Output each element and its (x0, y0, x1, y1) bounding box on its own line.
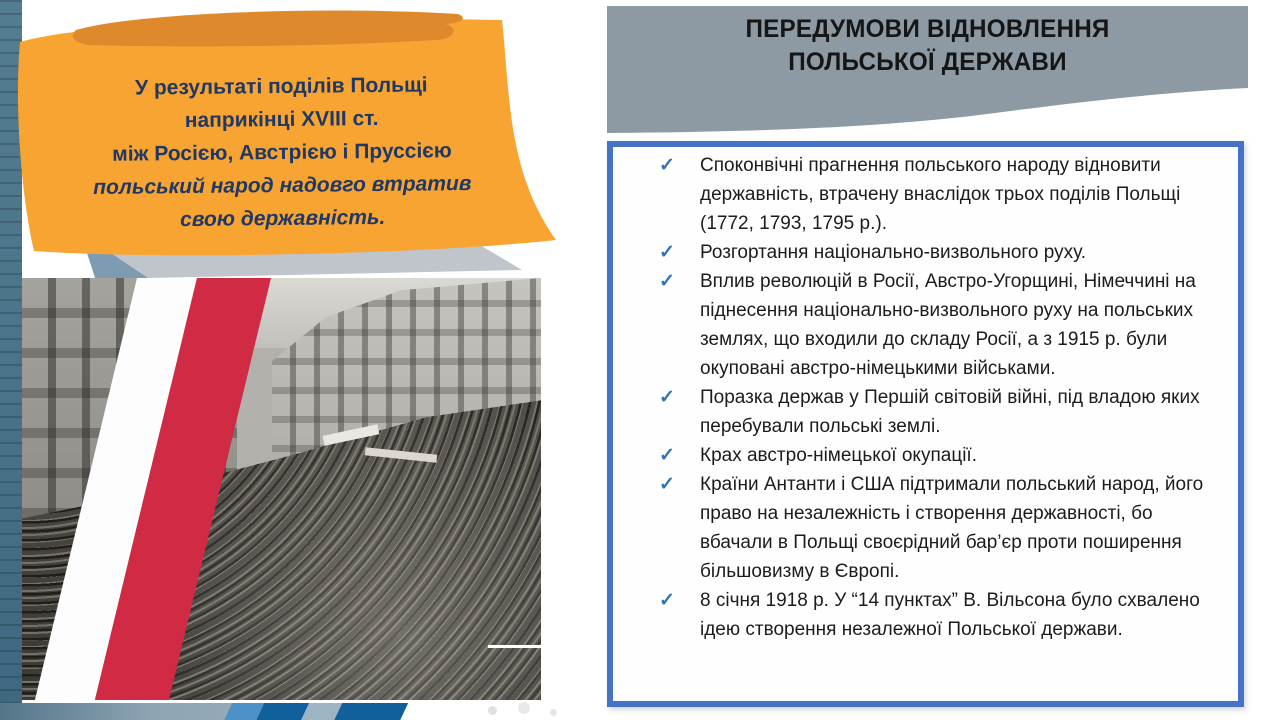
list-item (653, 586, 1222, 644)
list-item-text: Країни Антанти і США підтримали польський народ, його право на незалежність і створення державності, бо вбачали в Польщі своєрідний бар’єр проти поширення більшовизму в Європі. (700, 474, 1204, 582)
page-title (617, 13, 1239, 79)
list-item-text: Крах австро-німецької окупації. (700, 445, 977, 466)
check-icon: ✓ (659, 242, 675, 263)
decor-dot (488, 706, 497, 715)
band-stripe (331, 703, 410, 720)
note-line: між Росією, Австрією і Пруссією (112, 139, 452, 166)
note-line: свою державність. (179, 205, 386, 232)
bottom-accent-band (0, 703, 410, 720)
decor-dot (518, 702, 530, 714)
content-panel (607, 141, 1244, 707)
note-line: наприкінці XVIII ст. (184, 106, 379, 133)
note-line: У результаті поділів Польщі (134, 73, 428, 100)
list-item-text: Споконвічні прагнення польського народу відновити державність, втрачену внаслідок трьох поділів Польщі (1772, 1793, 1795 р.). (700, 155, 1181, 234)
list-item-text: 8 січня 1918 р. У “14 пунктах” В. Вільсона було схвалено ідею створення незалежної Польської держави. (700, 590, 1200, 640)
check-icon: ✓ (659, 271, 675, 292)
note-text-block (33, 67, 531, 237)
list-item (653, 151, 1222, 238)
decor-dot (550, 709, 557, 716)
band-base (0, 703, 252, 720)
note-tape-shape (73, 11, 463, 47)
list-item (653, 238, 1222, 267)
list-item-text: Вплив революцій в Росії, Австро-Угорщині, Німеччині на піднесення національно-визвольного руху на польських землях, що входили до складу Росії, а з 1915 р. були окуповані австро-німецькими військами. (700, 271, 1196, 379)
check-icon: ✓ (659, 155, 675, 176)
list-item (653, 267, 1222, 383)
list-item-text: Розгортання національно-визвольного руху. (700, 242, 1086, 263)
list-item-text: Поразка держав у Першій світовій війні, під владою яких перебували польські землі. (700, 387, 1200, 437)
historical-photo (22, 278, 541, 700)
check-icon: ✓ (659, 474, 675, 495)
note-line: польський народ надовго втратив (93, 172, 472, 199)
photo-scale-line (488, 645, 541, 648)
bullet-list (613, 147, 1238, 644)
page-title-line1: ПЕРЕДУМОВИ ВІДНОВЛЕННЯ (745, 15, 1110, 43)
list-item (653, 470, 1222, 586)
list-item (653, 441, 1222, 470)
check-icon: ✓ (659, 387, 675, 408)
check-icon: ✓ (659, 590, 675, 611)
list-item (653, 383, 1222, 441)
check-icon: ✓ (659, 445, 675, 466)
page-title-line2: ПОЛЬСЬКОЇ ДЕРЖАВИ (788, 48, 1067, 76)
